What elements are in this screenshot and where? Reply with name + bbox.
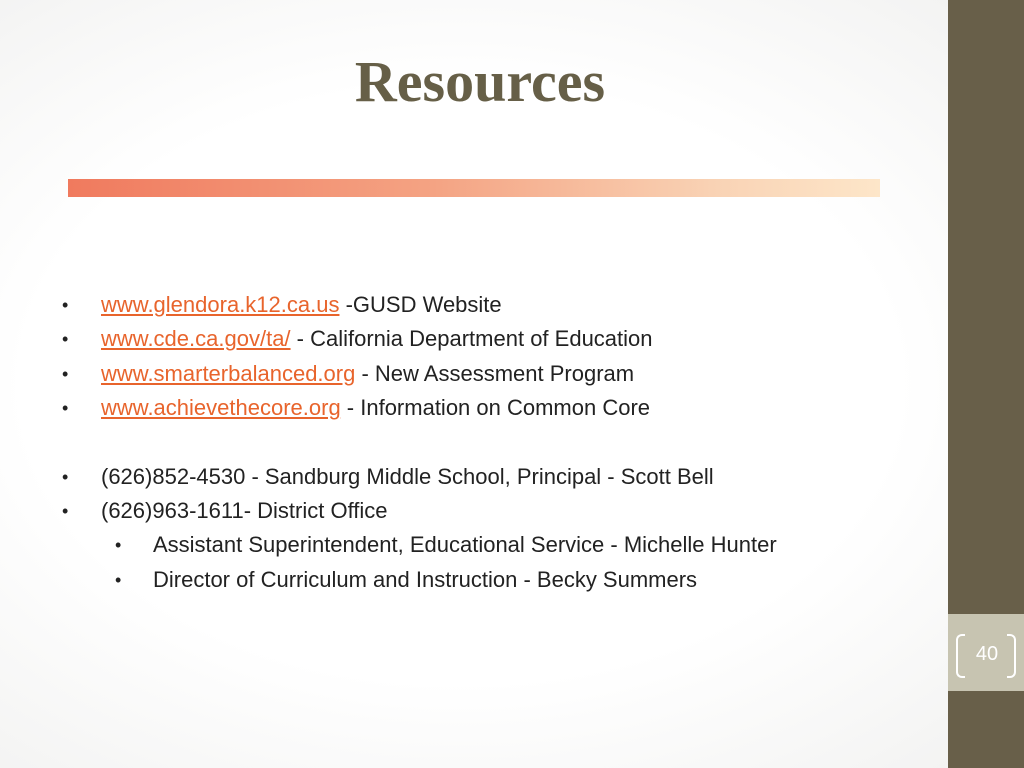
bullet: • bbox=[62, 363, 69, 384]
bullet: • bbox=[115, 569, 122, 590]
list-spacer bbox=[60, 426, 940, 460]
contact-sandburg: (626)852-4530 - Sandburg Middle School, Principal - Scott Bell bbox=[101, 463, 714, 489]
list-item bbox=[60, 357, 940, 391]
achieve-the-core-link[interactable]: www.achievethecore.org bbox=[101, 395, 341, 421]
link-description: - New Assessment Program bbox=[355, 360, 635, 386]
sub-list-item bbox=[60, 528, 940, 562]
gusd-website-link[interactable]: www.glendora.k12.ca.us bbox=[101, 292, 340, 317]
list-item bbox=[60, 494, 940, 528]
list-item bbox=[60, 288, 940, 322]
contact-assistant-superintendent: Assistant Superintendent, Educational Service - Michelle Hunter bbox=[153, 532, 777, 558]
link-description: - California Department of Education bbox=[290, 326, 653, 352]
contact-director-curriculum: Director of Curriculum and Instruction - Becky Summers bbox=[153, 566, 698, 592]
sub-list-item bbox=[60, 563, 940, 597]
bullet: • bbox=[62, 329, 69, 350]
list-item bbox=[60, 391, 940, 425]
contact-district-office: (626)963-1611- District Office bbox=[101, 497, 388, 523]
bullet: • bbox=[115, 535, 122, 556]
bullet: • bbox=[62, 500, 69, 521]
bullet: • bbox=[62, 466, 69, 487]
link-description: - Information on Common Core bbox=[340, 395, 651, 421]
slide-number: 40 bbox=[975, 643, 999, 665]
list-item bbox=[60, 460, 940, 494]
bullet: • bbox=[62, 398, 69, 419]
resource-list bbox=[60, 288, 940, 597]
left-brace-icon bbox=[956, 634, 965, 678]
cde-link[interactable]: www.cde.ca.gov/ta/ bbox=[101, 326, 291, 352]
slide-title: Resources bbox=[354, 49, 606, 114]
right-brace-icon bbox=[1007, 634, 1016, 678]
bullet: • bbox=[62, 295, 69, 315]
link-description: -GUSD Website bbox=[339, 292, 502, 317]
accent-bar bbox=[68, 179, 880, 197]
smarter-balanced-link[interactable]: www.smarterbalanced.org bbox=[101, 360, 356, 386]
list-item bbox=[60, 322, 940, 356]
